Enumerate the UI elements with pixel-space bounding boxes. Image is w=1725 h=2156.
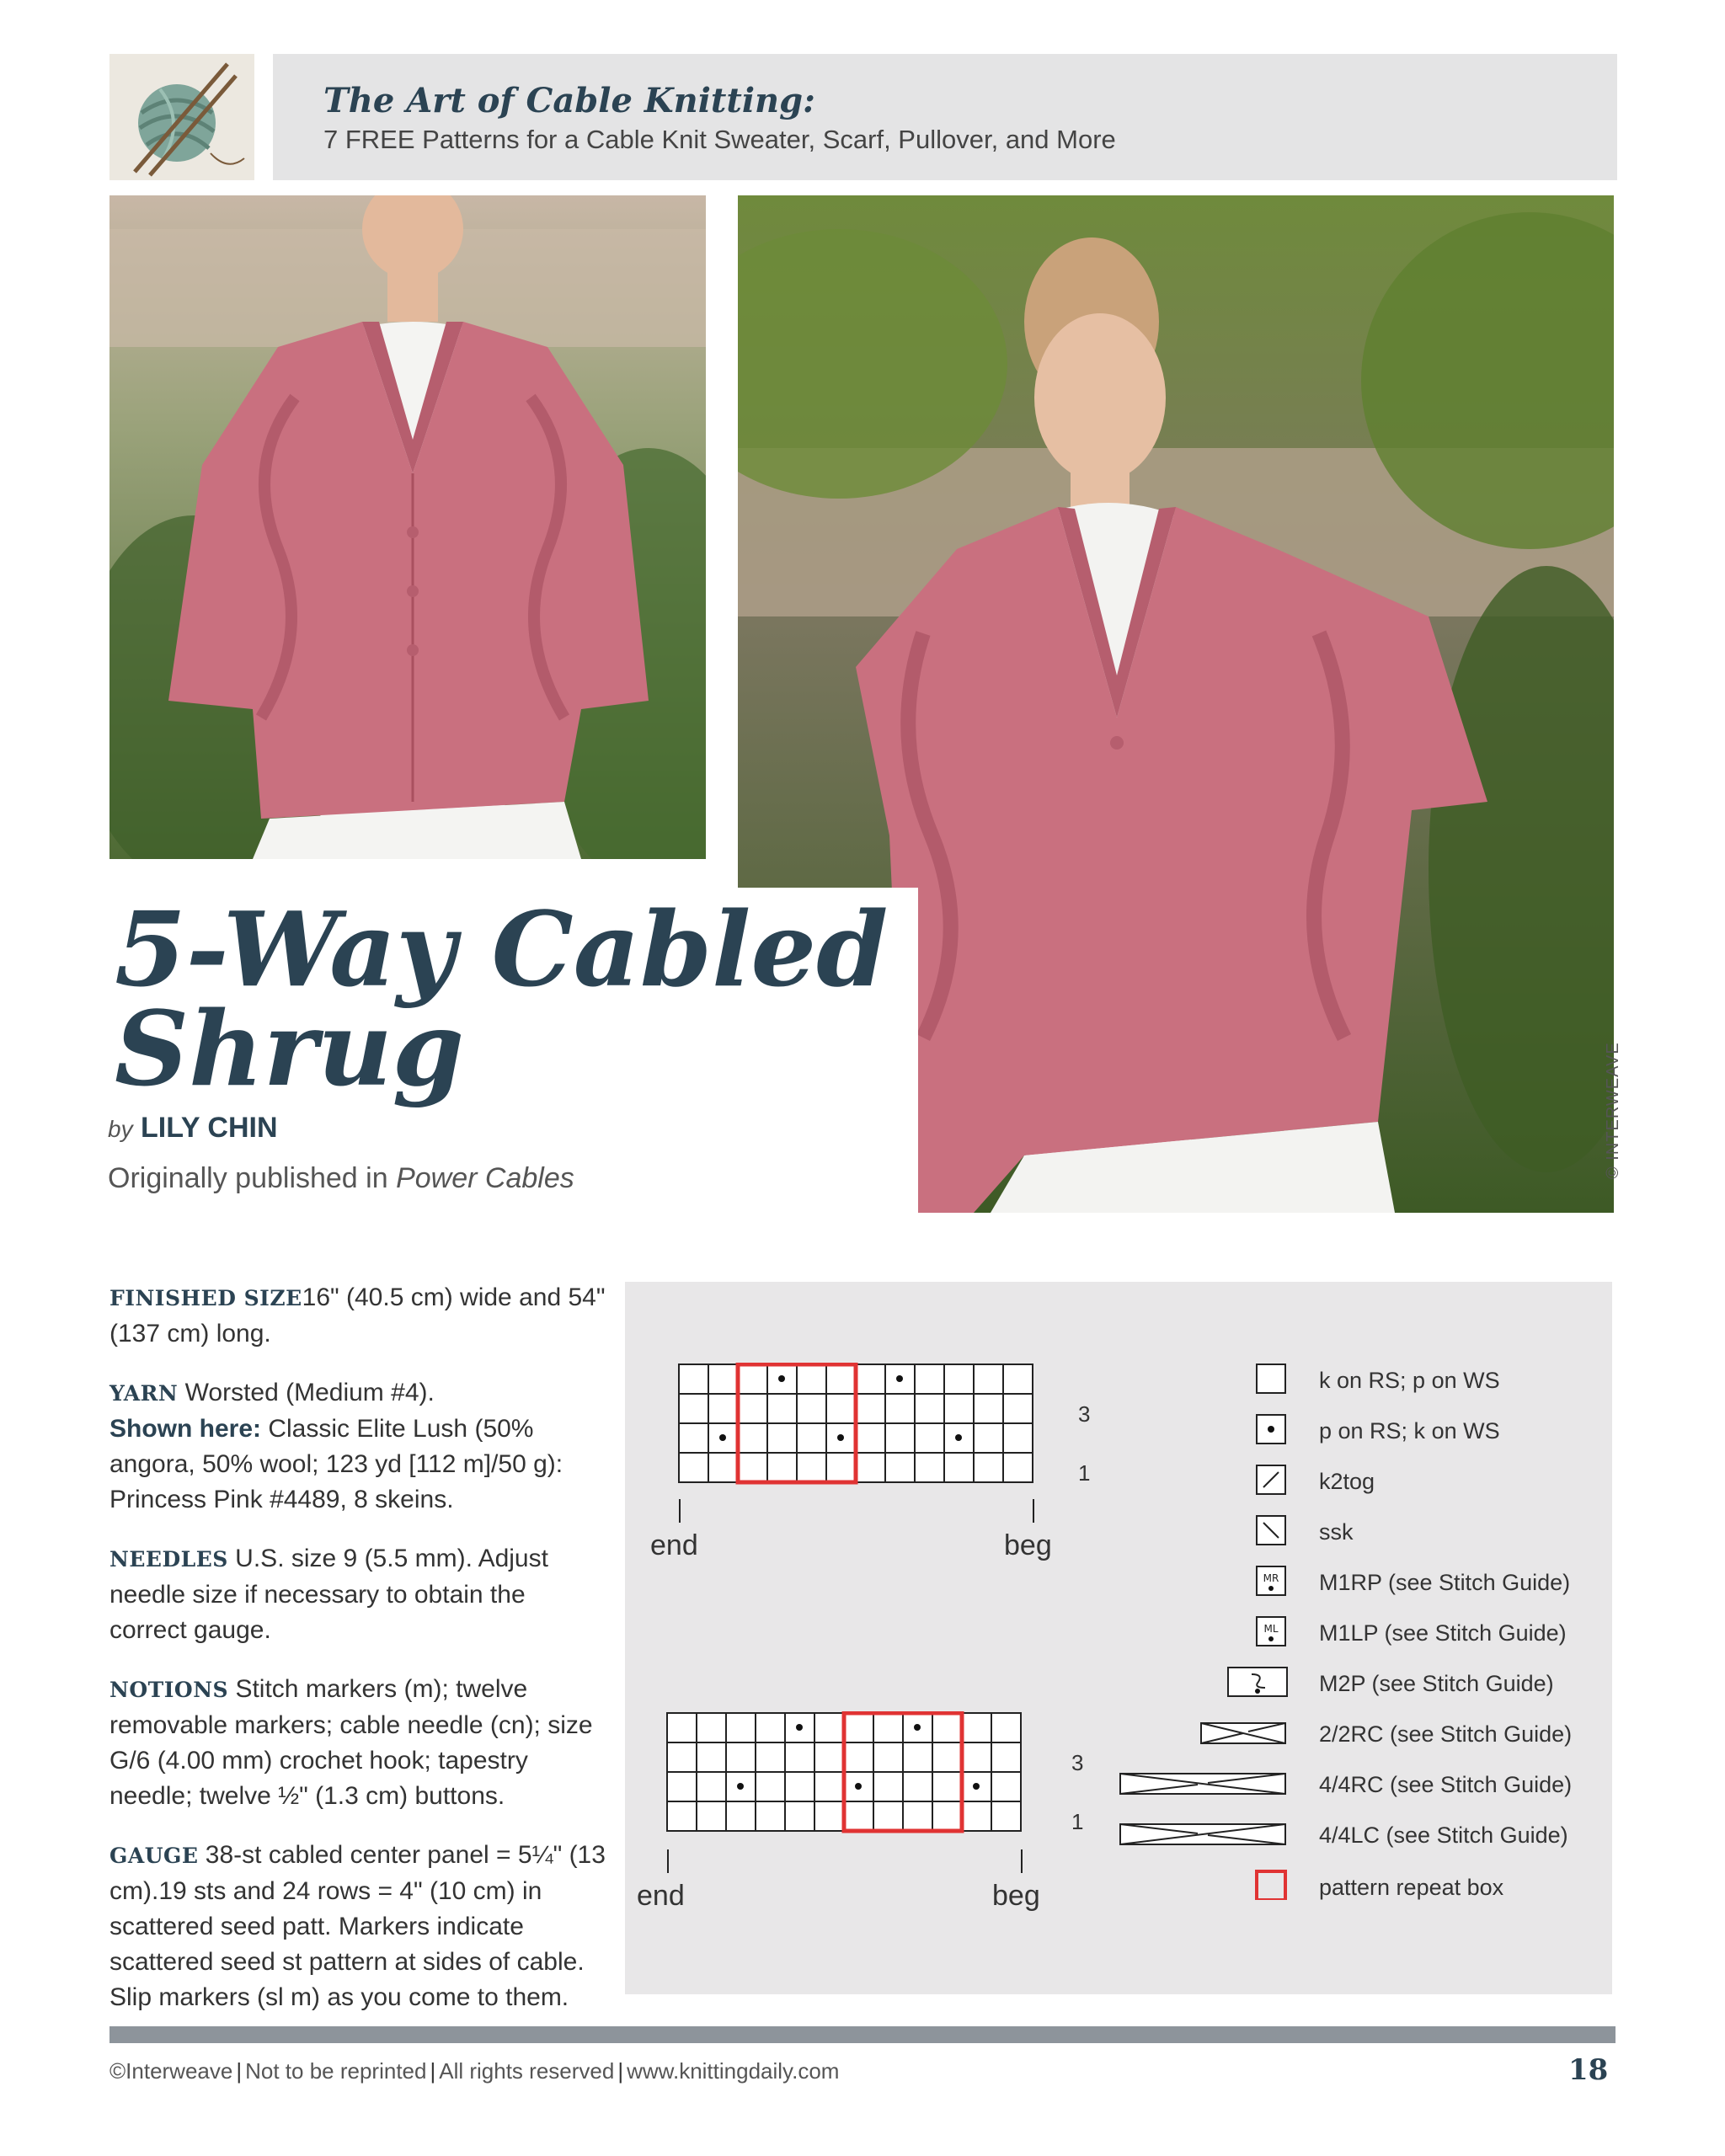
legend-label-m2p: M2P (see Stitch Guide) [1319, 1671, 1554, 1696]
spec-label-needles: NEEDLES [109, 1547, 228, 1572]
m1rp-icon-text: MR [1263, 1572, 1279, 1584]
chart-a-row-label-3: 3 [1078, 1401, 1091, 1427]
pattern-title-line2: Shrug [115, 988, 465, 1109]
legend-label-2-2rc: 2/2RC (see Stitch Guide) [1319, 1721, 1573, 1747]
legend-label-m1rp: M1RP (see Stitch Guide) [1319, 1570, 1571, 1595]
spec-text-needles: U.S. size 9 (5.5 mm). Adjust needle size if necessary to obtain the correct gauge. [109, 1545, 548, 1644]
slash-square-icon [1257, 1465, 1285, 1494]
footer-notice: Not to be reprinted [245, 2058, 427, 2084]
cable-4-4-rc-icon [1120, 1774, 1285, 1794]
spec-shown-label: Shown here: [109, 1415, 262, 1443]
author-name: LILY CHIN [141, 1112, 278, 1144]
chart-b-row-label-3: 3 [1071, 1750, 1084, 1775]
page-number: 18 [1568, 2053, 1609, 2087]
chart-panel [625, 1282, 1612, 1994]
spec-shown-text: Classic Elite Lush (50% angora, 50% wool; 123 yd [112 m]/50 g): Princess Pink #4489, 8 skeins. [109, 1415, 563, 1513]
empty-square-icon [1257, 1364, 1285, 1393]
chart-a-row-label-1: 1 [1078, 1460, 1091, 1486]
spec-gauge [109, 1838, 606, 2015]
m2p-icon [1228, 1668, 1287, 1696]
legend-label-ssk: ssk [1319, 1519, 1354, 1545]
legend-label-k2tog: k2tog [1319, 1469, 1375, 1494]
yarn-logo [109, 54, 254, 180]
spec-notions [109, 1672, 606, 1814]
publication-prefix: Originally published in [108, 1162, 397, 1194]
footer-text [109, 2058, 839, 2084]
m1rp-icon [1257, 1566, 1285, 1595]
cable-2-2-rc-icon [1201, 1723, 1285, 1743]
chart-a-end-tick [679, 1499, 681, 1523]
chart-b-beg-tick [1021, 1849, 1023, 1873]
dot-square-icon [1257, 1415, 1285, 1444]
header-title: The Art of Cable Knitting: [323, 81, 815, 120]
footer-rights: All rights reserved [439, 2058, 615, 2084]
stitch-chart-a [677, 1363, 1039, 1489]
m1lp-icon [1257, 1617, 1285, 1646]
footer-copyright: ©Interweave [109, 2058, 233, 2084]
footer-bar [109, 2026, 1616, 2043]
spec-text-finished-size: 16" (40.5 cm) wide and 54" (137 cm) long. [109, 1283, 606, 1348]
spec-text-gauge: 38-st cabled center panel = 5¼" (13 cm).19 sts and 24 rows = 4" (10 cm) in scattered seed patt. Markers indicate scattered seed st pattern at sides of cable. Slip markers (sl m) as you come to them. [109, 1841, 606, 2011]
legend-label-purl: p on RS; k on WS [1319, 1418, 1500, 1444]
byline [108, 1112, 278, 1145]
spec-label-gauge: GAUGE [109, 1844, 199, 1868]
chart-b-end-tick [667, 1849, 669, 1873]
spec-label-finished-size: FINISHED SIZE [109, 1286, 302, 1310]
chart-a-beg-tick [1033, 1499, 1034, 1523]
legend-label-4-4rc: 4/4RC (see Stitch Guide) [1319, 1772, 1573, 1797]
header-subtitle: 7 FREE Patterns for a Cable Knit Sweater, Scarf, Pullover, and More [323, 125, 1116, 154]
spec-needles [109, 1541, 606, 1648]
pattern-repeat-box-icon [1257, 1871, 1285, 1900]
spec-finished-size [109, 1280, 606, 1352]
spec-label-notions: NOTIONS [109, 1678, 229, 1702]
publication-line [108, 1162, 574, 1195]
spec-label-yarn: YARN [109, 1381, 179, 1406]
footer-separator: | [236, 2058, 243, 2084]
footer-separator: | [430, 2058, 436, 2084]
pattern-title [115, 889, 923, 1109]
chart-b-end-label: end [637, 1880, 685, 1912]
stitch-legend-icons [1114, 1361, 1299, 1900]
backslash-square-icon [1257, 1516, 1285, 1545]
spec-text-notions: Stitch markers (m); twelve removable markers; cable needle (cn); size G/6 (4.00 mm) crochet hook; tapestry needle; twelve ½" (1.3 cm) buttons. [109, 1675, 593, 1810]
pattern-specs [109, 1280, 606, 2039]
legend-label-4-4lc: 4/4LC (see Stitch Guide) [1319, 1822, 1568, 1848]
photo-credit: © INTERWEAVE [1604, 1042, 1622, 1179]
stitch-chart-b [665, 1711, 1028, 1838]
legend-label-m1lp: M1LP (see Stitch Guide) [1319, 1620, 1567, 1646]
spec-text-yarn: Worsted (Medium #4). [178, 1379, 435, 1406]
publication-book: Power Cables [396, 1162, 574, 1194]
footer-url[interactable]: www.knittingdaily.com [627, 2058, 840, 2084]
chart-b-row-label-1: 1 [1071, 1809, 1084, 1834]
byline-by: by [108, 1116, 133, 1142]
legend-label-repeat-box: pattern repeat box [1319, 1875, 1504, 1900]
footer-separator: | [617, 2058, 624, 2084]
chart-b-beg-label: beg [992, 1880, 1040, 1912]
photo-model-front [109, 195, 706, 859]
chart-a-beg-label: beg [1004, 1529, 1052, 1561]
m1lp-icon-text: ML [1263, 1623, 1279, 1635]
pattern-title-line1: 5-Way Cabled [115, 889, 889, 1010]
spec-yarn [109, 1375, 606, 1518]
yarn-ball-icon [109, 54, 254, 180]
cable-4-4-lc-icon [1120, 1824, 1285, 1844]
legend-label-knit: k on RS; p on WS [1319, 1368, 1500, 1393]
chart-a-end-label: end [650, 1529, 698, 1561]
